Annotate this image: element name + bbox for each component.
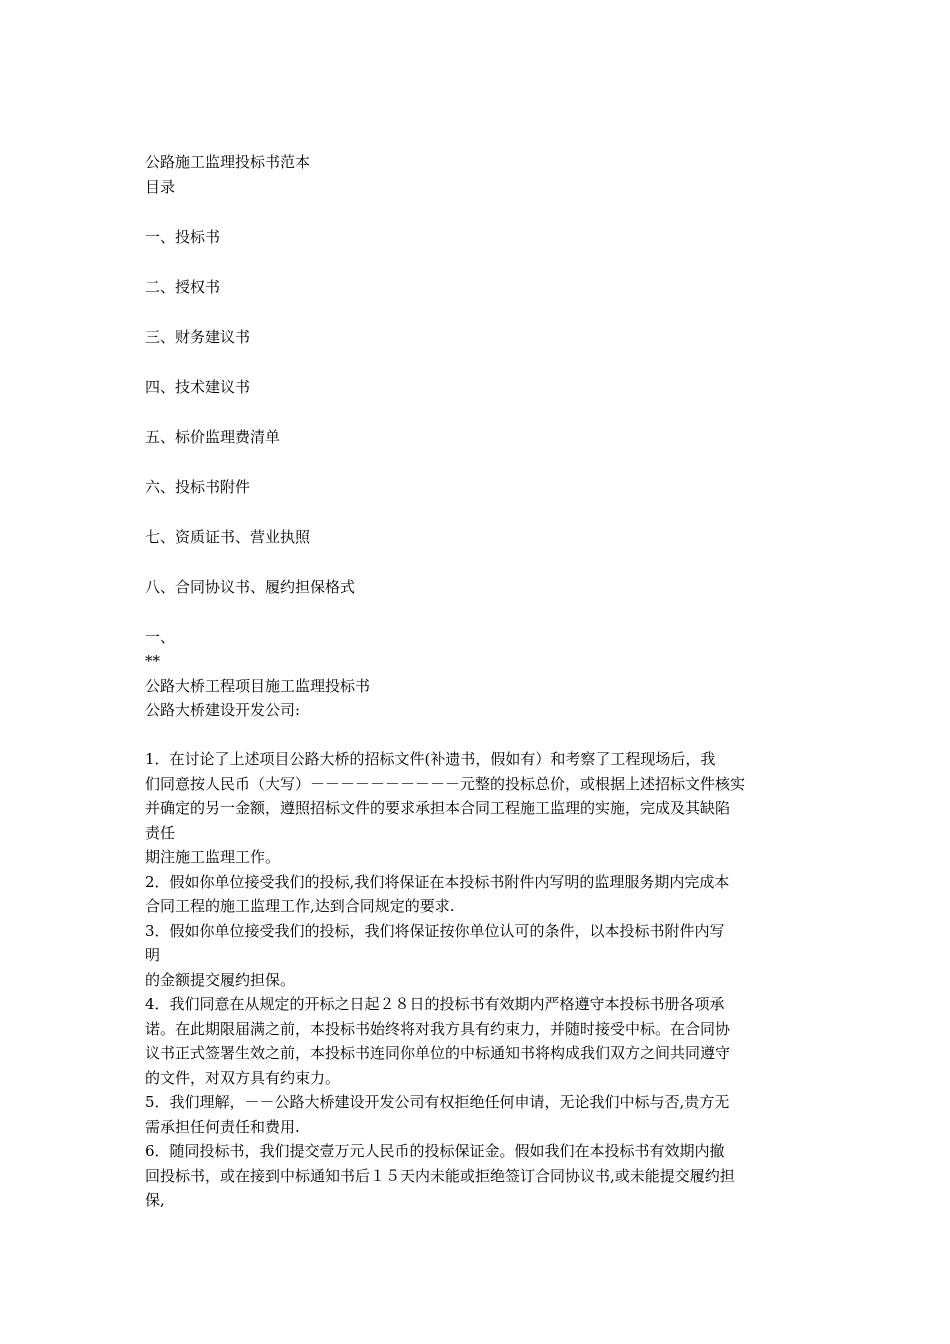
paragraph-line: 诺。在此期限届满之前，本投标书始终将对我方具有约束力，并随时接受中标。在合同协 <box>145 1019 731 1038</box>
toc-item: 七、资质证书、营业执照 <box>145 527 311 546</box>
paragraph-line: 们同意按人民币（大写）－－－－－－－－－－元整的投标总价，或根据上述招标文件核实 <box>145 774 746 793</box>
stars-marker: ** <box>145 652 160 670</box>
toc-item: 一、投标书 <box>145 227 221 246</box>
paragraph-line: 6．随同投标书，我们提交壹万元人民币的投标保证金。假如我们在本投标书有效期内撤 <box>145 1142 725 1160</box>
paragraph-line: 5．我们理解，－－公路大桥建设开发公司有权拒绝任何申请，无论我们中标与否,贵方无 <box>145 1093 730 1111</box>
addressee: 公路大桥建设开发公司: <box>145 701 301 719</box>
paragraph-line: 并确定的另一金额，遵照招标文件的要求承担本合同工程施工监理的实施，完成及其缺陷 <box>145 799 731 817</box>
paragraph-line: 议书正式签署生效之前，本投标书连同你单位的中标通知书将构成我们双方之间共同遵守 <box>145 1044 731 1062</box>
toc-item: 四、技术建议书 <box>145 377 251 396</box>
toc-item: 六、投标书附件 <box>145 477 251 496</box>
bid-body <box>145 747 815 1213</box>
toc-item: 三、财务建议书 <box>145 327 251 346</box>
paragraph-line: 责任 <box>145 823 176 842</box>
paragraph-line: 3．假如你单位接受我们的投标，我们将保证按你单位认可的条件，以本投标书附件内写 <box>145 921 725 940</box>
toc-heading: 目录 <box>145 177 176 196</box>
paragraph-line: 合同工程的施工监理工作,达到合同规定的要求. <box>145 897 455 915</box>
section-marker: 一、 <box>145 627 176 646</box>
toc-item: 二、授权书 <box>145 277 221 296</box>
paragraph-line: 期注施工监理工作。 <box>145 848 281 866</box>
paragraph-line: 2．假如你单位接受我们的投标,我们将保证在本投标书附件内写明的监理服务期内完成本 <box>145 872 730 891</box>
table-of-contents <box>145 225 815 600</box>
toc-item: 八、合同协议书、履约担保格式 <box>145 577 356 596</box>
paragraph-line: 1．在讨论了上述项目公路大桥的招标文件(补遗书，假如有）和考察了工程现场后，我 <box>145 750 716 768</box>
document-page <box>145 150 815 1213</box>
bid-title: 公路大桥工程项目施工监理投标书 <box>145 676 371 695</box>
document-title: 公路施工监理投标书范本 <box>145 153 311 171</box>
paragraph-line: 回投标书，或在接到中标通知书后１５天内未能或拒绝签订合同协议书,或未能提交履约担 <box>145 1166 735 1185</box>
paragraph-line: 明 <box>145 946 161 964</box>
toc-item: 五、标价监理费清单 <box>145 427 281 446</box>
paragraph-line: 保, <box>145 1191 165 1209</box>
paragraph-line: 4．我们同意在从规定的开标之日起２８日的投标书有效期内严格遵守本投标书册各项承 <box>145 995 725 1013</box>
paragraph-line: 需承担任何责任和费用. <box>145 1117 300 1136</box>
paragraph-line: 的金额提交履约担保。 <box>145 970 296 989</box>
paragraph-line: 的文件，对双方具有约束力。 <box>145 1068 341 1087</box>
